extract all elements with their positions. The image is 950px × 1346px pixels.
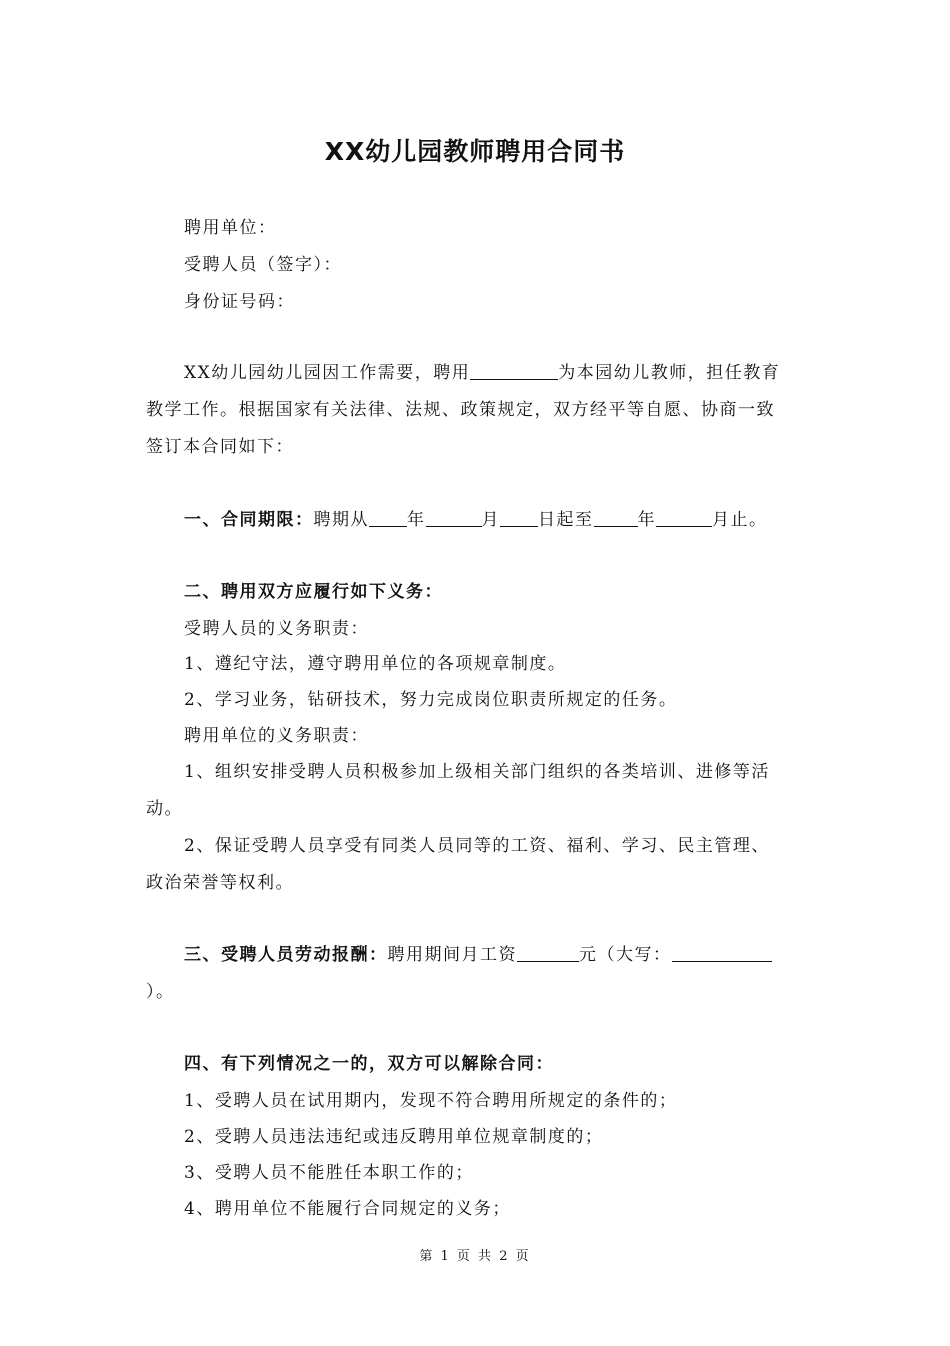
- document-title: XX幼儿园教师聘用合同书: [324, 137, 626, 166]
- section2-heading: 二、聘用双方应履行如下义务：: [184, 582, 443, 602]
- intro-line-1: XX幼儿园幼儿园因工作需要，聘用 为本园幼儿教师，担任教育: [184, 363, 781, 383]
- salary-words-blank: [672, 943, 772, 962]
- employer-duty-1-line-2: 动。: [146, 799, 183, 819]
- termination-item-4: 4、聘用单位不能履行合同规定的义务；: [184, 1199, 511, 1219]
- employee-signature-field: 受聘人员（签字）：: [184, 255, 342, 275]
- employer-field: 聘用单位：: [184, 218, 277, 238]
- employee-duty-1: 1、遵纪守法，遵守聘用单位的各项规章制度。: [184, 654, 567, 674]
- salary-blank: [517, 943, 579, 962]
- section4-heading: 四、有下列情况之一的，双方可以解除合同：: [184, 1054, 554, 1074]
- id-number-field: 身份证号码：: [184, 292, 295, 312]
- intro-line-2: 教学工作。根据国家有关法律、法规、政策规定，双方经平等自愿、协商一致: [146, 400, 775, 420]
- section1-contract-term: 一、合同期限：聘期从 年 月 日起至 年 月止。: [184, 510, 768, 530]
- employer-duty-1-line-1: 1、组织安排受聘人员积极参加上级相关部门组织的各类培训、进修等活: [184, 762, 770, 782]
- intro-line-3: 签订本合同如下：: [146, 437, 294, 457]
- section3-heading: 三、受聘人员劳动报酬：: [184, 945, 388, 965]
- employer-duty-2-line-1: 2、保证受聘人员享受有同类人员同等的工资、福利、学习、民主管理、: [184, 836, 770, 856]
- employer-duty-2-line-2: 政治荣誉等权利。: [146, 873, 294, 893]
- employer-duties-title: 聘用单位的义务职责：: [184, 726, 369, 746]
- page-footer: 第 1 页 共 2 页: [419, 1249, 531, 1264]
- section3-remuneration: 三、受聘人员劳动报酬：聘用期间月工资 元（大写：: [184, 943, 806, 967]
- section3-close: ）。: [146, 982, 175, 1002]
- termination-item-3: 3、受聘人员不能胜任本职工作的；: [184, 1163, 474, 1183]
- employee-duty-2: 2、学习业务，钻研技术，努力完成岗位职责所规定的任务。: [184, 690, 678, 710]
- termination-item-2: 2、受聘人员违法违纪或违反聘用单位规章制度的；: [184, 1127, 604, 1147]
- teacher-name-blank: [470, 361, 558, 380]
- termination-item-1: 1、受聘人员在试用期内，发现不符合聘用所规定的条件的；: [184, 1091, 678, 1111]
- section1-heading: 一、合同期限：: [184, 510, 314, 530]
- employee-duties-title: 受聘人员的义务职责：: [184, 619, 369, 639]
